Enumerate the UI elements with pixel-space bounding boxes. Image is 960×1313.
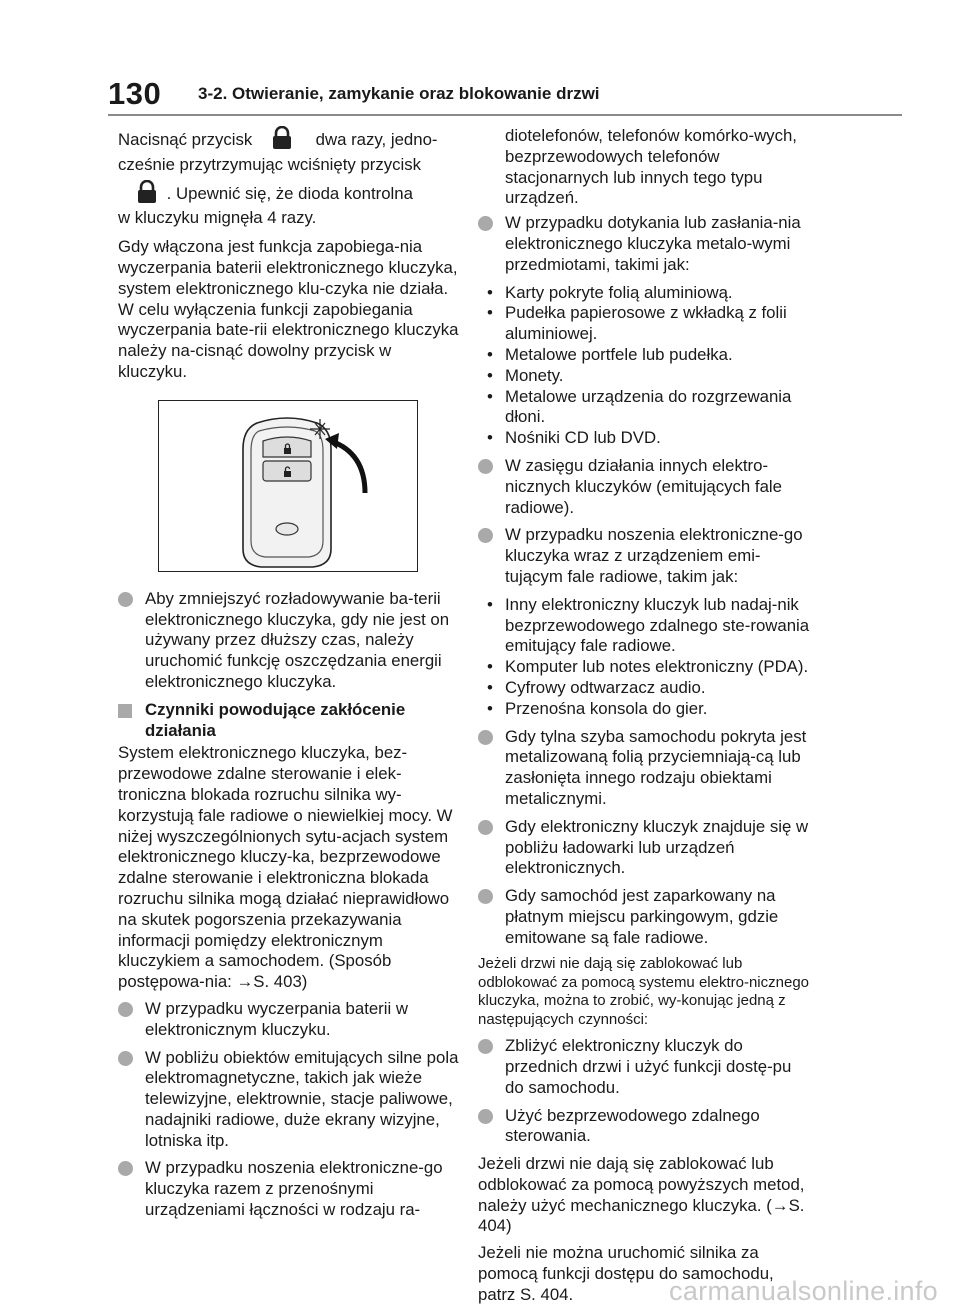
bullet-text: W przypadku wyczerpania baterii w elektronicznym kluczyku. xyxy=(145,998,409,1039)
page-number: 130 xyxy=(108,76,162,111)
lock-icon xyxy=(271,126,293,150)
bullet-dot-icon xyxy=(118,1051,133,1066)
list-item xyxy=(118,999,460,1041)
subheading-text: Czynniki powodujące zakłócenie działania xyxy=(145,699,406,740)
mechanical-key-paragraph: Jeżeli drzwi nie dają się zablokować lub odblokować za pomocą powyższych metod, należy użyć mechanicznego kluczyka. (→S. 404) xyxy=(478,1154,805,1236)
list-item: • Nośniki CD lub DVD. xyxy=(478,428,814,449)
list-item: • Komputer lub notes elektroniczny (PDA). xyxy=(478,657,814,678)
radio-devices-list xyxy=(478,595,814,720)
list-item xyxy=(118,1158,460,1220)
section-title: 3-2. Otwieranie, zamykanie oraz blokowanie drzwi xyxy=(198,84,600,103)
bullet-text: Gdy samochód jest zaparkowany na płatnym miejscu parkingowym, gdzie emitowane są fale radiowe. xyxy=(505,886,779,947)
intro-instruction xyxy=(118,126,460,229)
list-item: • Karty pokryte folią aluminiową. xyxy=(478,283,814,304)
list-item xyxy=(478,1036,814,1098)
list-item xyxy=(478,817,814,879)
intro-text-4: w kluczyku mignęła 4 razy. xyxy=(118,208,317,228)
bullet-text: Gdy elektroniczny kluczyk znajduje się w pobliżu ładowarki lub urządzeń elektronicznych. xyxy=(505,816,809,878)
square-bullet-icon xyxy=(118,704,132,718)
bullet-dot-icon xyxy=(478,1109,493,1124)
bullet-dot-icon xyxy=(478,730,493,745)
list-item: • Metalowe portfele lub pudełka. xyxy=(478,345,814,366)
bullet-dot-icon xyxy=(118,1002,133,1017)
interference-subheading xyxy=(118,700,460,742)
list-item xyxy=(478,727,814,810)
list-item xyxy=(118,1048,460,1152)
bullet-text: Gdy tylna szyba samochodu pokryta jest metalizowaną folią przyciemniają-cą lub zasłonięta innego rodzaju obiektami metalicznymi. xyxy=(505,726,807,808)
key-fob-drawing xyxy=(159,401,417,571)
engine-start-paragraph: Jeżeli nie można uruchomić silnika za pomocą funkcji dostępu do samochodu, patrz S. 404. xyxy=(478,1243,774,1304)
list-item xyxy=(478,525,814,587)
bullet-text: W przypadku dotykania lub zasłania-nia elektronicznego kluczyka metalo-wymi przedmiotami, takimi jak: xyxy=(505,213,801,274)
bullet-dot-icon xyxy=(478,820,493,835)
bullet-text: W przypadku noszenia elektroniczne-go kluczyka wraz z urządzeniem emi-tującym fale radiowe, takim jak: xyxy=(505,525,803,586)
list-item: • Monety. xyxy=(478,366,814,387)
bullet-text: Użyć bezprzewodowego zdalnego sterowania. xyxy=(505,1105,760,1146)
list-item: • Przenośna konsola do gier. xyxy=(478,699,814,720)
bullet-dot-icon xyxy=(478,889,493,904)
list-item: • Metalowe urządzenia do rozgrzewania dłoni. xyxy=(478,387,814,429)
intro-text-2: cześnie przytrzymując wciśnięty przycisk xyxy=(118,154,422,174)
bullet-text: Zbliżyć elektroniczny kluczyk do przednich drzwi i użyć funkcji dostę-pu do samochodu. xyxy=(505,1036,792,1097)
metal-objects-list xyxy=(478,283,814,449)
intro-text-1b: dwa razy, jedno- xyxy=(315,130,438,149)
intro-text-1a: Nacisnąć przycisk xyxy=(118,130,253,149)
bullet-dot-icon xyxy=(118,1161,133,1176)
list-item xyxy=(478,213,814,275)
bullet-dot-icon xyxy=(478,216,493,231)
fallback-note: Jeżeli drzwi nie dają się zablokować lub odblokować za pomocą systemu elektro-nicznego kluczyka, można to zrobić, wy-konując jedną z następujących czynności: xyxy=(478,955,810,1028)
bullet-text: W pobliżu obiektów emitujących silne pola elektromagnetyczne, takich jak wieże telewizyjne, elektrownie, stacje paliwowe, nadajniki radiowe, duże ekrany wizyjne, lotniska itp. xyxy=(145,1047,459,1150)
battery-saving-paragraph: Gdy włączona jest funkcja zapobiega-nia wyczerpania baterii elektronicznego kluczyka, system elektronicznego klu-czyka nie działa. W celu wyłączenia funkcji zapobiegania wyczerpania bate-rii elektronicznego kluczyka należy na-cisnąć dowolny przycisk w kluczyku. xyxy=(118,237,459,381)
watermark: carmanualsonline.info xyxy=(669,1276,938,1306)
list-item: • Cyfrowy odtwarzacz audio. xyxy=(478,678,814,699)
list-item: • Inny elektroniczny kluczyk lub nadaj-nik bezprzewodowego zdalnego ste-rowania emitujący fale radiowe. xyxy=(478,595,814,657)
bullet-dot-icon xyxy=(478,1039,493,1054)
bullet-dot-icon xyxy=(478,528,493,543)
list-item: • Pudełka papierosowe z wkładką z folii aluminiowej. xyxy=(478,303,814,345)
list-item xyxy=(478,1106,814,1148)
bullet-dot-icon xyxy=(118,592,133,607)
bullet-dot-icon xyxy=(478,459,493,474)
list-item xyxy=(478,456,814,518)
bullet-text: W przypadku noszenia elektroniczne-go kluczyka razem z przenośnymi urządzeniami łączności w rodzaju ra- xyxy=(145,1158,443,1220)
list-item xyxy=(478,886,814,948)
bullet-text: Aby zmniejszyć rozładowywanie ba-terii elektronicznego kluczyka, gdy nie jest on używany przez dłuższy czas, należy uruchomić funkcję oszczędzania energii elektronicznego kluczyka. xyxy=(145,588,450,691)
intro-text-3: . Upewnić się, że dioda kontrolna xyxy=(166,183,413,203)
bullet-text: W zasięgu działania innych elektro-nicznych kluczyków (emitujących fale radiowe). xyxy=(505,455,782,517)
header-divider xyxy=(108,114,902,116)
interference-paragraph: System elektronicznego kluczyka, bez-przewodowe zdalne sterowanie i elek-troniczna blokada rozruchu silnika wy-korzystują fale radiowe o niewielkiej mocy. W niżej wyszczególnionych sytu-acjach system elektronicznego kluczy-ka, bezprzewodowe zdalne sterowanie i elektroniczna blokada rozruchu silnika mogą działać nieprawidłowo na skutek pogorszenia przekazywania informacji pomiędzy elektronicznym kluczykiem a samochodem. (Sposób postępowa-nia: →S. 403) xyxy=(118,743,453,992)
right-column xyxy=(478,126,814,1312)
key-fob-illustration xyxy=(158,400,418,572)
unlock-icon xyxy=(136,180,158,204)
battery-saving-bullet xyxy=(118,589,460,693)
continued-text: diotelefonów, telefonów komórko-wych, bezprzewodowych telefonów stacjonarnych lub innych tego typu urządzeń. xyxy=(505,126,797,208)
left-column xyxy=(118,126,460,1228)
